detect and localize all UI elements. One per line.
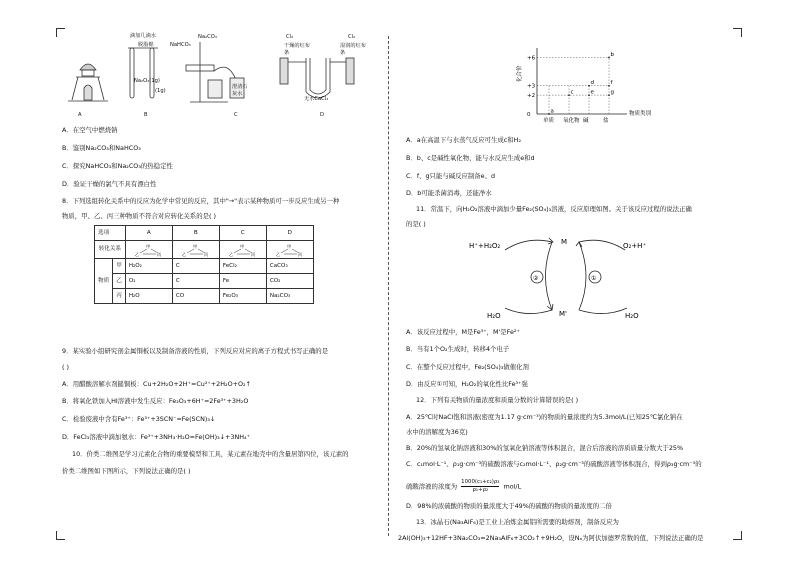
triangle-diagram <box>134 243 164 257</box>
q11-stem-line1: 11．常温下，向H₂O₂溶液中滴加少量Fe₂(SO₄)₃溶液，反应原理如图。关于该反应过程的说法正确 <box>416 205 692 213</box>
cycle-top-right: O₂+H⁺ <box>623 242 647 250</box>
table-cell: O₂ <box>125 274 172 289</box>
apparatus-drawing <box>58 30 376 126</box>
tri-label-jia: 甲 <box>145 243 151 249</box>
q10-stem-line1: 10．价类二维图是学习元素化合物的重要模型和工具，某元素在地壳中的含量居第四位，该元素的 <box>72 450 349 458</box>
table-cell: FeCl₂ <box>219 259 266 274</box>
row-name: 丙 <box>113 289 126 304</box>
relation-label: 转化关系 <box>95 241 126 259</box>
corner-mark <box>733 28 742 37</box>
fig-letter-b: B <box>144 112 148 118</box>
tri-label-bing: 丙 <box>250 251 256 257</box>
x-tick-label: 碱 <box>583 118 589 124</box>
point-label: c <box>570 89 574 96</box>
label-na2o2: Na₂O₂(1g) <box>134 78 160 84</box>
tri-label-jia: 甲 <box>286 243 292 249</box>
label-1g: (1g) <box>155 88 166 94</box>
x-axis-label: 物质类别 <box>629 111 652 117</box>
q12-option-c-line2 <box>406 479 521 494</box>
q7-apparatus-figure <box>58 30 376 126</box>
relation-diagram <box>266 241 313 259</box>
point-label: e <box>590 89 594 96</box>
triangle-diagram <box>275 243 305 257</box>
q12-option-d: D．98%的浓硫酸的物质的量浓度大于49%的硫酸的物质的量浓度的二倍 <box>406 502 612 510</box>
cycle-bottom-right: H₂O <box>625 312 639 320</box>
q12-option-a-line2: 水中的溶解度为36克) <box>406 428 468 436</box>
table-cell: C <box>172 259 219 274</box>
q9-option-d: D．FeCl₃溶液中滴加氨水：Fe³⁺+3NH₃·H₂O=Fe(OH)₃↓+3NH₄⁺ <box>62 433 250 441</box>
tri-label-yi: 乙 <box>181 251 187 257</box>
table-cell: CO₂ <box>266 274 313 289</box>
tri-label-bing: 丙 <box>203 251 209 257</box>
cycle-step-1: ① <box>591 275 597 282</box>
corner-mark <box>56 531 65 540</box>
cycle-m: M <box>561 238 568 246</box>
x-tick-label: 氧化物 <box>563 118 580 124</box>
point-label: a <box>550 108 554 115</box>
table-cell: Fe <box>219 274 266 289</box>
q13-stem-line2: 2Al(OH)₃+12HF+3Na₂CO₃=2Na₃AlF₆+3CO₂↑+9H₂O，设Nₐ为阿伏加德罗常数的值，下列说法正确的是 <box>398 534 704 542</box>
fig-letter-c: C <box>234 112 238 118</box>
label-drip-water: 滴加几滴水 <box>130 33 156 39</box>
q10-option-c: C．f、g只能与碱反应制备e、d <box>406 172 496 180</box>
y-tick-label: +3 <box>527 83 536 90</box>
y-axis-label: 化合价 <box>517 65 523 82</box>
q7-option-d: D．验证干燥的氯气不具有漂白性 <box>62 180 157 188</box>
label-cl2-left: Cl₂ <box>286 34 294 40</box>
q7-option-a: A．在空气中燃烧钠 <box>62 126 118 134</box>
relation-diagram <box>219 241 266 259</box>
table-cell: H₂O₂ <box>125 259 172 274</box>
row-name: 甲 <box>113 259 126 274</box>
q8-stem-line1: 8．下列选组转化关系中的反应为化学中常见的反应，其中"→"表示某种物质可一步反应生成另一种 <box>62 197 340 205</box>
label-cl2-right: Cl₂ <box>348 34 356 40</box>
tri-label-bing: 丙 <box>156 251 162 257</box>
label-nahco3: NaHCO₃ <box>170 42 191 48</box>
table-cell: Fe₂O₃ <box>219 289 266 304</box>
tri-label-jia: 甲 <box>239 243 245 249</box>
corner-mark <box>733 531 742 540</box>
x-tick-label: 盐 <box>603 118 609 124</box>
q10-stem-line2: 价类二维图如下图所示，下列说法正确的是( ) <box>62 467 191 475</box>
cycle-top-left: H⁺+H₂O₂ <box>469 242 501 250</box>
table-cell: H₂O <box>125 289 172 304</box>
tri-label-yi: 乙 <box>228 251 234 257</box>
point-label: g <box>610 89 614 96</box>
label-cacl2: 无水CaCl₂ <box>304 96 329 102</box>
q9-stem-line2: ( ) <box>62 363 70 371</box>
q13-stem-line1: 13．冰晶石(Na₃AlF₆)是工业上冶炼金属铝所需要的助熔剂，制备反应为 <box>416 518 619 526</box>
fraction-denominator: ρ₁+ρ₂ <box>472 486 489 493</box>
q12-c-unit: mol/L <box>503 482 522 491</box>
q12-c-prefix: 硫酸溶液的浓度为 <box>406 482 458 491</box>
q8-stem-line2: 物质，甲、乙、丙三种物质不符合对应转化关系的是( ) <box>62 212 217 220</box>
label-wet-cloth: 湿润的红布条 <box>340 43 366 56</box>
q9-option-c: C．检验废液中含有Fe³⁺：Fe³⁺+3SCN⁻=Fe(SCN)₃↓ <box>62 415 216 423</box>
fig-letter-a: A <box>78 112 82 118</box>
tri-label-yi: 乙 <box>275 251 281 257</box>
q10-option-a: A．a在高温下与水蒸气反应可生成c和H₂ <box>406 136 522 144</box>
triangle-diagram <box>228 243 258 257</box>
triangle-diagram <box>181 243 211 257</box>
table-header-cell: C <box>219 226 266 241</box>
y-tick-label: +6 <box>527 55 536 62</box>
q11-option-b: B．当有1个O₂生成时，转移4个电子 <box>406 345 510 353</box>
cycle-bottom-left: H₂O <box>487 312 501 320</box>
table-cell: CO <box>172 289 219 304</box>
relation-diagram <box>125 241 172 259</box>
point-label: f <box>610 80 613 87</box>
cycle-step-2: ② <box>533 275 539 282</box>
table-header-cell: A <box>125 226 172 241</box>
q10-option-b: B．b、c是碱性氧化物，能与水反应生成e和d <box>406 154 535 162</box>
label-na2co3: Na₂CO₃ <box>198 34 217 40</box>
fraction-numerator: 1000(c₁+c₂)ρ₃ <box>461 479 500 485</box>
column-divider <box>388 36 389 536</box>
table-cell: C <box>172 274 219 289</box>
q12-option-c-line1: C．c₁mol·L⁻¹、ρ₁g·cm⁻³的硫酸溶液与c₂mol·L⁻¹、ρ₂g·cm⁻³的硫酸溶液等体积混合，得到ρ₃g·cm⁻³的 <box>406 460 702 468</box>
q7-option-c: C．探究NaHCO₃和Na₂CO₃的热稳定性 <box>62 162 173 170</box>
point-label: d <box>590 80 594 87</box>
table-cell: Na₂CO₃ <box>266 289 313 304</box>
q8-table <box>94 225 314 304</box>
q12-option-b: B．20%的氢氧化钠溶液和30%的氢氧化钠溶液等体积混合，混合后溶液的溶质质量分数大于25% <box>406 444 684 452</box>
q10-option-d: D．b可能杀菌消毒，还能净水 <box>406 189 492 197</box>
label-dry-cloth: 干燥的红布条 <box>284 43 310 56</box>
q11-option-d: D．由反应①可知，H₂O₂的氧化性比Fe³⁺强 <box>406 380 528 388</box>
y-tick-label: +2 <box>527 93 536 100</box>
q9-option-a: A．用醋酸溶解水剂鎚铜板：Cu+2H₂O+2H⁺=Cu²⁺+2H₂O+O₂↑ <box>62 380 251 388</box>
cycle-m-prime: M' <box>559 310 567 318</box>
label-limewater: 澄清石灰水 <box>232 84 248 97</box>
q7-option-b: B．鉴别Na₂CO₃和NaHCO₃ <box>62 144 141 152</box>
q11-stem-line2: 的是( ) <box>406 220 426 228</box>
point-label: b <box>610 51 614 58</box>
relation-diagram <box>172 241 219 259</box>
table-cell: CaCO₃ <box>266 259 313 274</box>
row-name: 乙 <box>113 274 126 289</box>
tri-label-bing: 丙 <box>297 251 303 257</box>
q11-option-c: C．在整个反应过程中，Fe₂(SO₄)₃做催化剂 <box>406 363 529 371</box>
tri-label-yi: 乙 <box>134 251 140 257</box>
q12-c-fraction <box>461 479 499 494</box>
table-header-cell: 选项 <box>95 226 126 241</box>
q11-option-a: A．该反应过程中，M是Fe³⁺，M'是Fe²⁺ <box>406 328 520 336</box>
q12-stem: 12．下列有关物质的量浓度和质量分数的计算错误的是( ) <box>416 396 579 404</box>
tri-label-jia: 甲 <box>192 243 198 249</box>
reaction-cycle-diagram <box>467 232 667 322</box>
table-header-cell: B <box>172 226 219 241</box>
substance-label: 物质 <box>95 259 113 304</box>
table-header-cell: D <box>266 226 313 241</box>
fig-letter-d: D <box>320 112 324 118</box>
q9-stem-line1: 9．某实验小组研究剖金属铜板以及制备溶液的性质，下列反应对应的离子方程式书写正确的是 <box>62 347 329 355</box>
label-cotton: 脱脂棉 <box>138 42 154 48</box>
valence-class-chart <box>507 42 677 137</box>
q9-option-b: B．将氧化铁加入HI溶液中发生反应：Fe₂O₃+6H⁺=2Fe³⁺+3H₂O <box>62 397 249 405</box>
y-tick-label: 0 <box>527 112 531 118</box>
x-tick-label: 单质 <box>543 118 555 124</box>
q12-option-a-line1: A．25℃时NaCl饱和溶液(密度为1.17 g·cm⁻³)的物质的量浓度约为5.3mol/L(已知25℃氯化钠在 <box>406 413 683 421</box>
